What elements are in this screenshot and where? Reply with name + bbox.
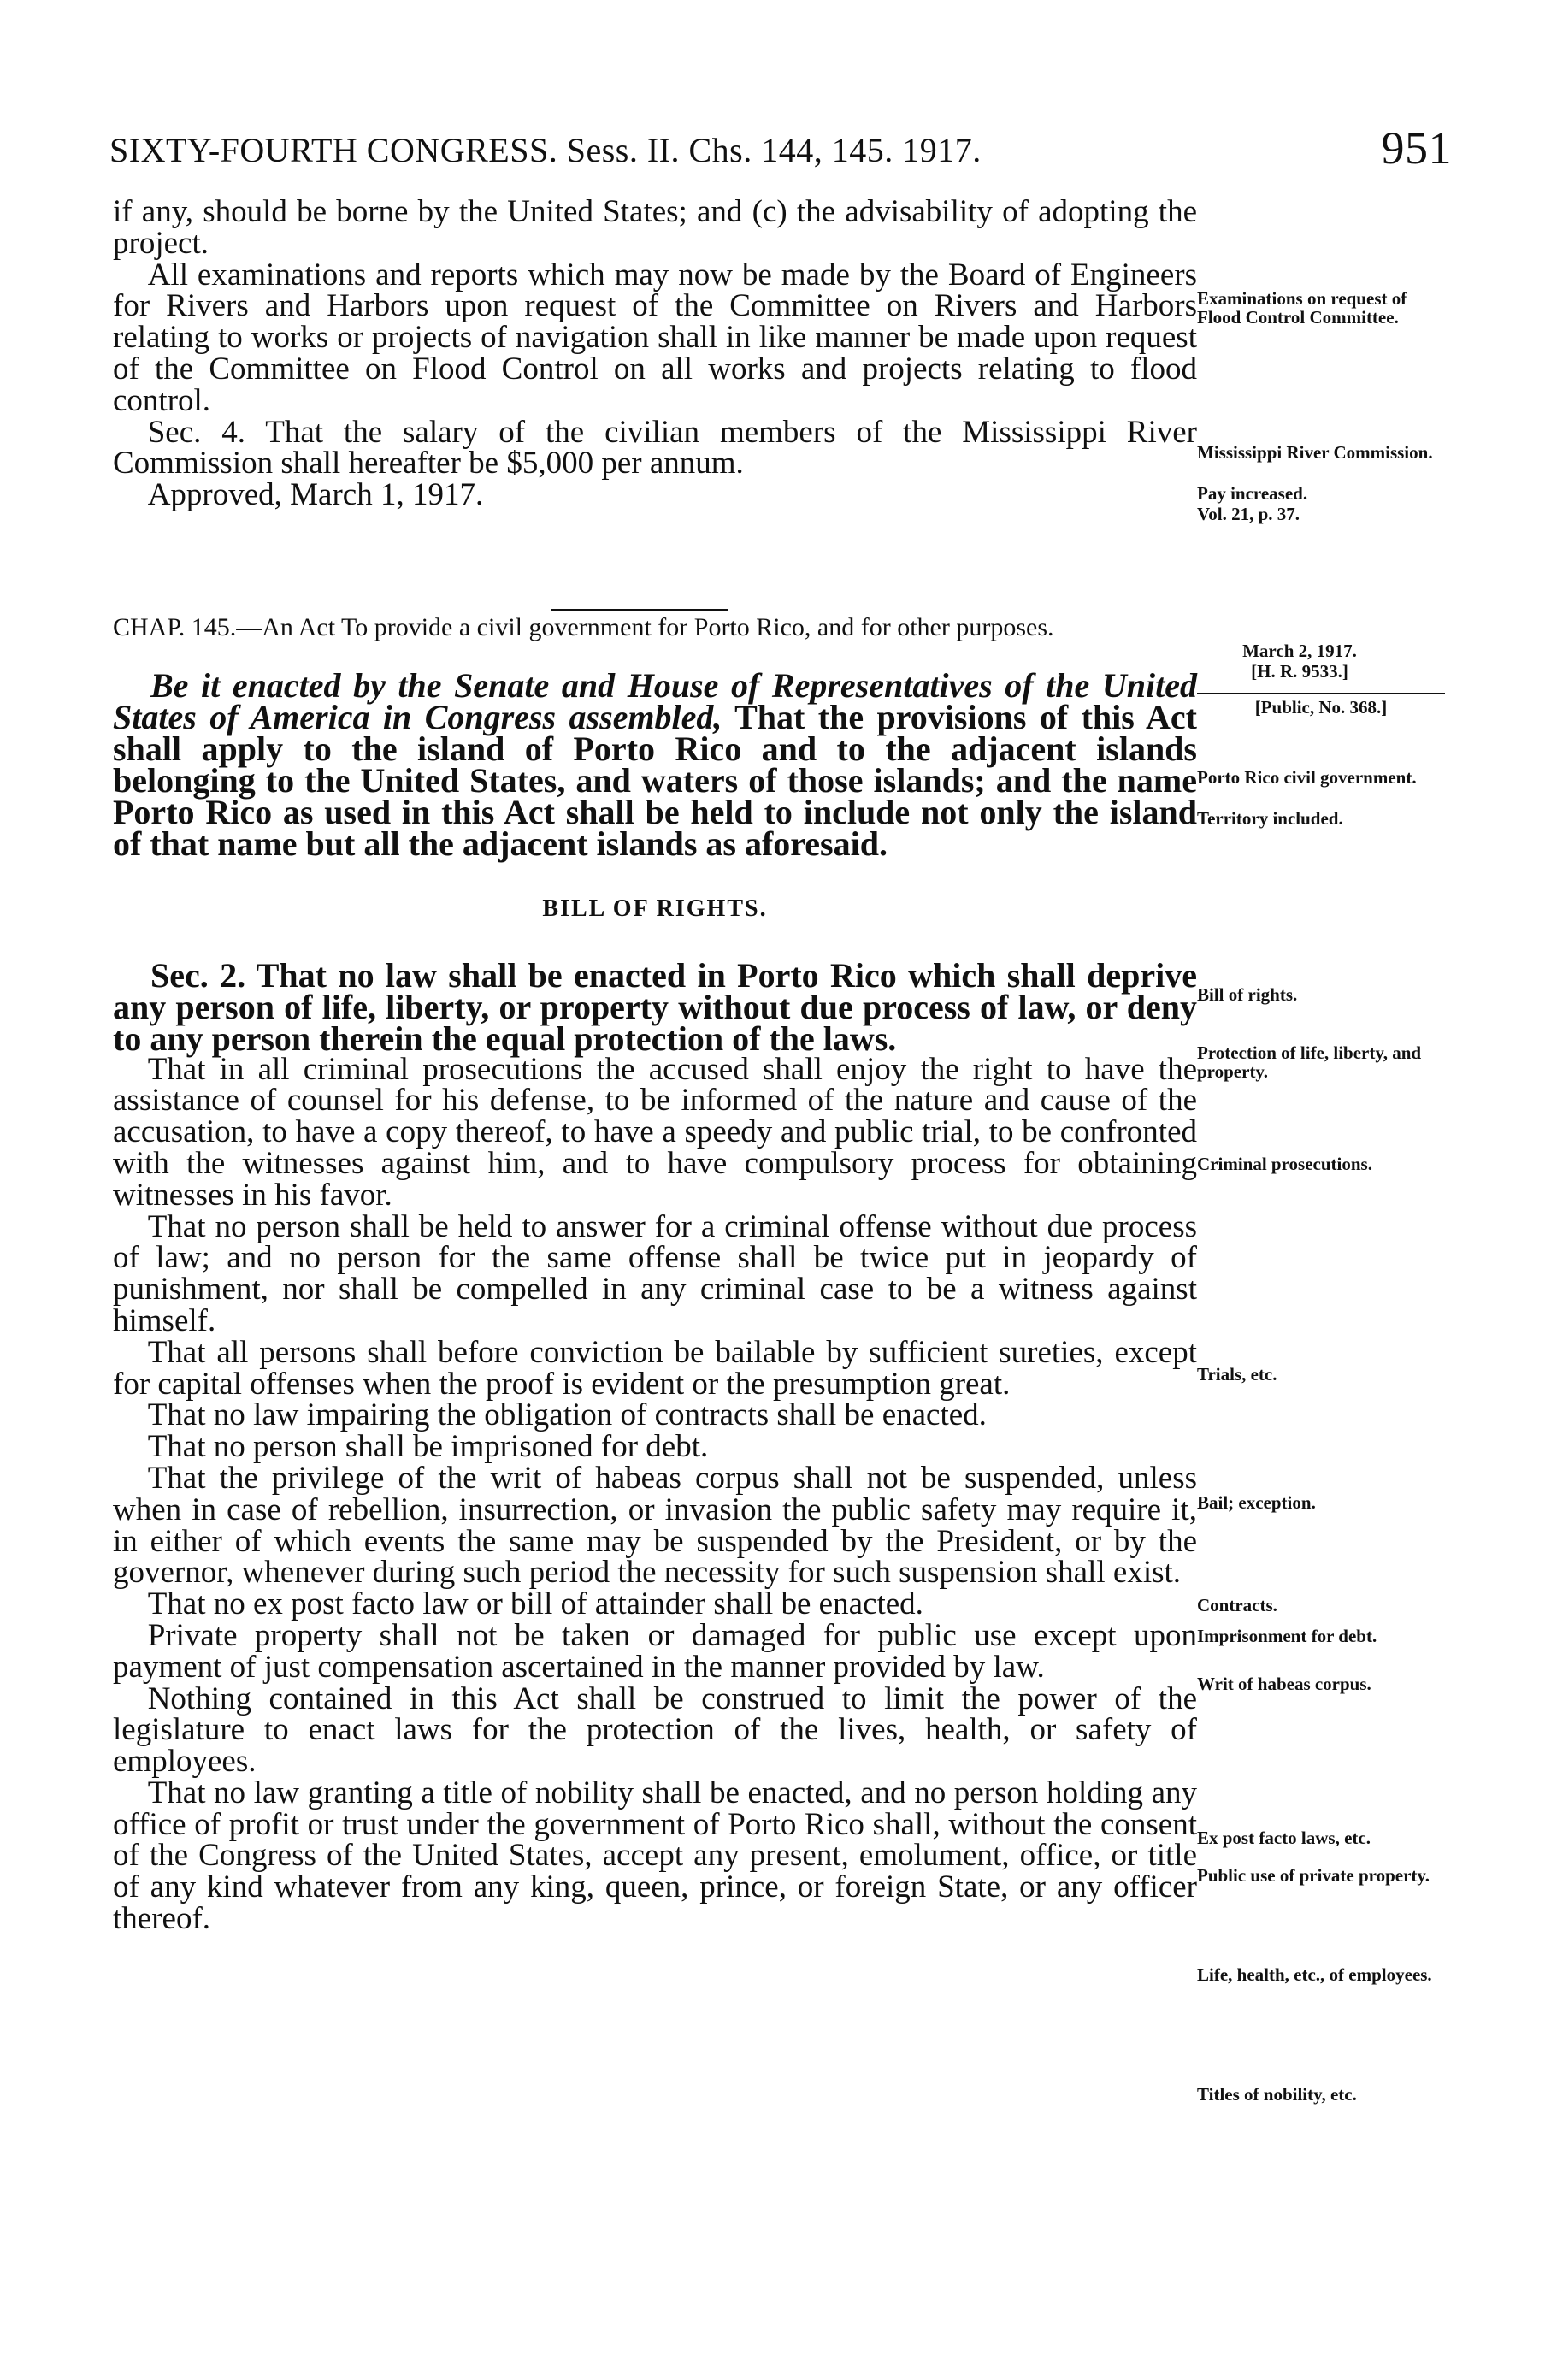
margin-note: Life, health, etc., of employees.	[1197, 1964, 1432, 1985]
margin-note: Territory included.	[1197, 808, 1343, 829]
margin-note: Pay increased.	[1197, 483, 1308, 504]
margin-note: Bill of rights.	[1197, 984, 1298, 1005]
margin-note: Criminal prosecutions.	[1197, 1154, 1372, 1174]
paragraph-contracts: That no law impairing the obligation of contracts shall be enacted.	[147, 1397, 987, 1433]
enacting-formula: Be it enacted by the Senate and House of Representatives of the United States of America in Congress assembled,	[113, 665, 1197, 736]
margin-note: Examinations on request of Flood Control Committee.	[1197, 288, 1407, 328]
paragraph-employees: Nothing contained in this Act shall be construed to limit the power of the legislature to enact laws for the protection of the lives, health, or safety of employees.	[113, 1680, 1197, 1780]
paragraph-habeas: That the privilege of the writ of habeas corpus shall not be suspended, unless when in case of rebellion, insurrection, or invasion the public safety may require it, in either of which events the same may be suspended by the President, or by the governor, whenever during such period the necessity for such suspension shall exist.	[113, 1460, 1197, 1591]
margin-note: Porto Rico civil government.	[1197, 767, 1417, 788]
bill-of-rights-heading: BILL OF RIGHTS.	[542, 895, 768, 922]
margin-note: [Public, No. 368.]	[1197, 693, 1445, 717]
enacting-text: That the provisions of this Act shall apply to the island of Porto Rico and to the adjacent islands belonging to the United States, and waters of those islands; and the name Porto Rico as used in this Act shall be held to include not only the island of that name but all the adjacent islands as aforesaid.	[113, 697, 1198, 863]
margin-note: Protection of life, liberty, and property.	[1197, 1042, 1422, 1082]
margin-note: Trials, etc.	[1197, 1364, 1277, 1385]
margin-note: Contracts.	[1197, 1595, 1277, 1615]
margin-note: [H. R. 9533.]	[1251, 661, 1348, 682]
paragraph-section-4: Sec. 4. That the salary of the civilian members of the Mississippi River Commission shall hereafter be $5,000 per annum.	[113, 414, 1197, 481]
paragraph-bail: That all persons shall before conviction be bailable by sufficient sureties, except for capital offenses when the proof is evident or the presumption great.	[113, 1334, 1197, 1402]
enacting-clause	[113, 665, 1198, 863]
approval-line: Approved, March 1, 1917.	[147, 477, 484, 513]
margin-note: Public use of private property.	[1197, 1865, 1430, 1886]
running-header	[109, 122, 1452, 181]
section-divider	[551, 609, 728, 611]
paragraph-property: Private property shall not be taken or damaged for public use except upon payment of just compensation ascertained in the manner provided by law.	[113, 1617, 1197, 1685]
paragraph-examinations: All examinations and reports which may now be made by the Board of Engineers for Rivers and Harbors upon request of the Committee on Rivers and Harbors relating to works or projects of navigation shall in like manner be made upon request of the Committee on Flood Control on all works and projects relating to flood control.	[113, 257, 1197, 418]
page-number: 951	[1381, 122, 1452, 174]
chapter-text: CHAP. 145.—An Act To provide a civil government for Porto Rico, and for other purposes.	[113, 612, 1054, 641]
paragraph-trials: That no person shall be held to answer for a criminal offense without due process of law; and no person for the same offense shall be twice put in jeopardy of punishment, nor shall be compelled in any criminal case to be a witness against himself.	[113, 1208, 1197, 1338]
margin-note: Imprisonment for debt.	[1197, 1626, 1377, 1646]
paragraph-debt: That no person shall be imprisoned for debt.	[147, 1429, 709, 1465]
margin-note: Writ of habeas corpus.	[1197, 1674, 1371, 1694]
paragraph-ex-post-facto: That no ex post facto law or bill of attainder shall be enacted.	[147, 1586, 923, 1622]
section-2: Sec. 2. That no law shall be enacted in Porto Rico which shall deprive any person of life, liberty, or property without due process of law, or deny to any person therein the equal protection of the laws.	[113, 955, 1197, 1058]
header-title: SIXTY-FOURTH CONGRESS. Sess. II. Chs. 144, 145. 1917.	[109, 131, 982, 169]
paragraph-nobility: That no law granting a title of nobility shall be enacted, and no person holding any office of profit or trust under the government of Porto Rico shall, without the consent of the Congress of the United States, accept any present, emolument, office, or title of any kind whatever from any king, queen, prince, or foreign State, or any officer thereof.	[113, 1775, 1197, 1937]
margin-note: Titles of nobility, etc.	[1197, 2084, 1357, 2105]
chapter-title	[113, 612, 1197, 644]
paragraph-continuation: if any, should be borne by the United States; and (c) the advisability of adopting the project.	[113, 194, 1197, 261]
main-text	[113, 194, 1198, 1937]
margin-note: Vol. 21, p. 37.	[1197, 504, 1300, 524]
margin-note: Bail; exception.	[1197, 1492, 1316, 1513]
margin-note: Mississippi River Commission.	[1197, 442, 1433, 463]
margin-note: Ex post facto laws, etc.	[1197, 1828, 1371, 1848]
paragraph-criminal: That in all criminal prosecutions the accused shall enjoy the right to have the assistance of counsel for his defense, to be informed of the nature and cause of the accusation, to have a copy thereof, to have a speedy and public trial, to be confronted with the witnesses against him, and to have compulsory process for obtaining witnesses in his favor.	[113, 1051, 1197, 1213]
margin-note: March 2, 1917.	[1242, 641, 1357, 661]
